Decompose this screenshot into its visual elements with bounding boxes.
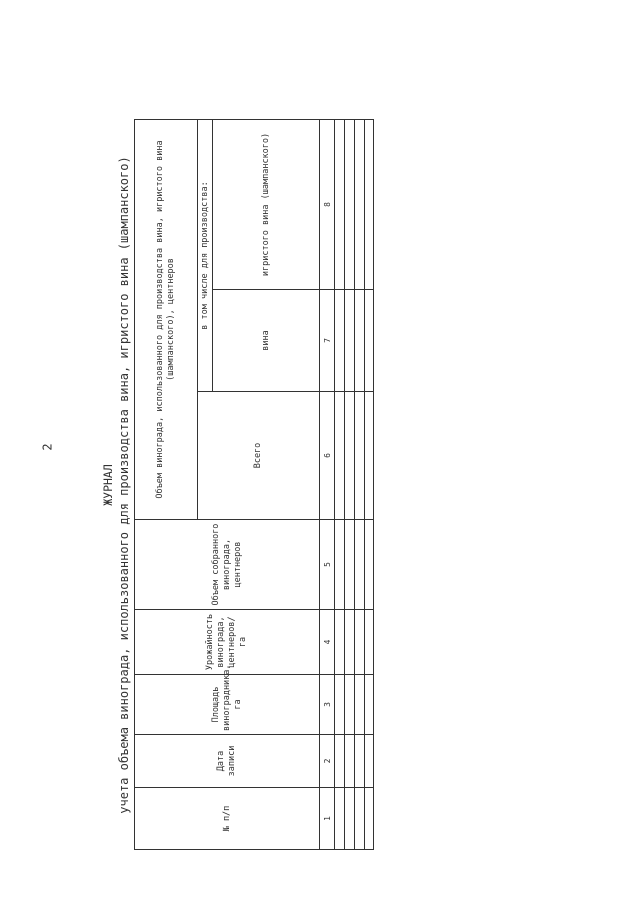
header-area: Площадь виноградника, га [135, 675, 320, 735]
empty-cell [365, 119, 374, 289]
empty-row [345, 119, 355, 849]
column-numbers-row [320, 119, 335, 849]
empty-cell [335, 610, 345, 675]
empty-row [355, 119, 365, 849]
empty-cell [355, 675, 365, 735]
column-number: 7 [320, 290, 335, 392]
rotated-content [100, 120, 390, 850]
empty-cell [365, 735, 374, 788]
empty-cell [345, 735, 355, 788]
header-wine: вина [213, 290, 320, 392]
empty-cell [345, 675, 355, 735]
empty-cell [355, 788, 365, 850]
empty-cell [355, 290, 365, 392]
empty-cell [335, 788, 345, 850]
empty-cell [365, 788, 374, 850]
header-date: Дата записи [135, 735, 320, 788]
empty-cell [345, 788, 355, 850]
empty-cell [365, 675, 374, 735]
empty-cell [335, 392, 345, 520]
empty-cell [365, 610, 374, 675]
column-number: 5 [320, 520, 335, 610]
column-number: 1 [320, 788, 335, 850]
header-harvested: Объем собранного винограда, центнеров [135, 520, 320, 610]
journal-title [100, 120, 132, 850]
empty-cell [365, 392, 374, 520]
header-total: Всего [198, 392, 320, 520]
header-yield: Урожайность винограда, центнеров/га [135, 610, 320, 675]
empty-cell [335, 119, 345, 289]
header-number: № п/п [135, 788, 320, 850]
column-number: 2 [320, 735, 335, 788]
empty-cell [365, 520, 374, 610]
empty-cell [365, 290, 374, 392]
empty-row [335, 119, 345, 849]
empty-cell [355, 735, 365, 788]
empty-cell [355, 392, 365, 520]
title-line-1: ЖУРНАЛ [101, 464, 115, 506]
header-used-group: Объем винограда, использованного для производства вина, игристого вина (шампанского), центнеров [135, 119, 198, 519]
column-number: 8 [320, 119, 335, 289]
empty-cell [335, 735, 345, 788]
empty-cell [345, 290, 355, 392]
empty-cell [355, 610, 365, 675]
empty-cell [345, 520, 355, 610]
page-number: 2 [40, 443, 55, 451]
header-including: в том числе для производства: [198, 119, 213, 391]
journal-table [134, 119, 374, 850]
empty-cell [355, 119, 365, 289]
column-number: 6 [320, 392, 335, 520]
title-line-2: учета объема винограда, использованного для производства вина, игристого вина (шампанского) [117, 156, 131, 814]
empty-cell [345, 392, 355, 520]
header-row-1 [135, 119, 198, 849]
empty-row [365, 119, 374, 849]
empty-cell [335, 290, 345, 392]
empty-cell [345, 610, 355, 675]
column-number: 3 [320, 675, 335, 735]
empty-cell [335, 675, 345, 735]
empty-cell [355, 520, 365, 610]
empty-cell [345, 119, 355, 289]
header-sparkling: игристого вина (шампанского) [213, 119, 320, 289]
empty-cell [335, 520, 345, 610]
column-number: 4 [320, 610, 335, 675]
